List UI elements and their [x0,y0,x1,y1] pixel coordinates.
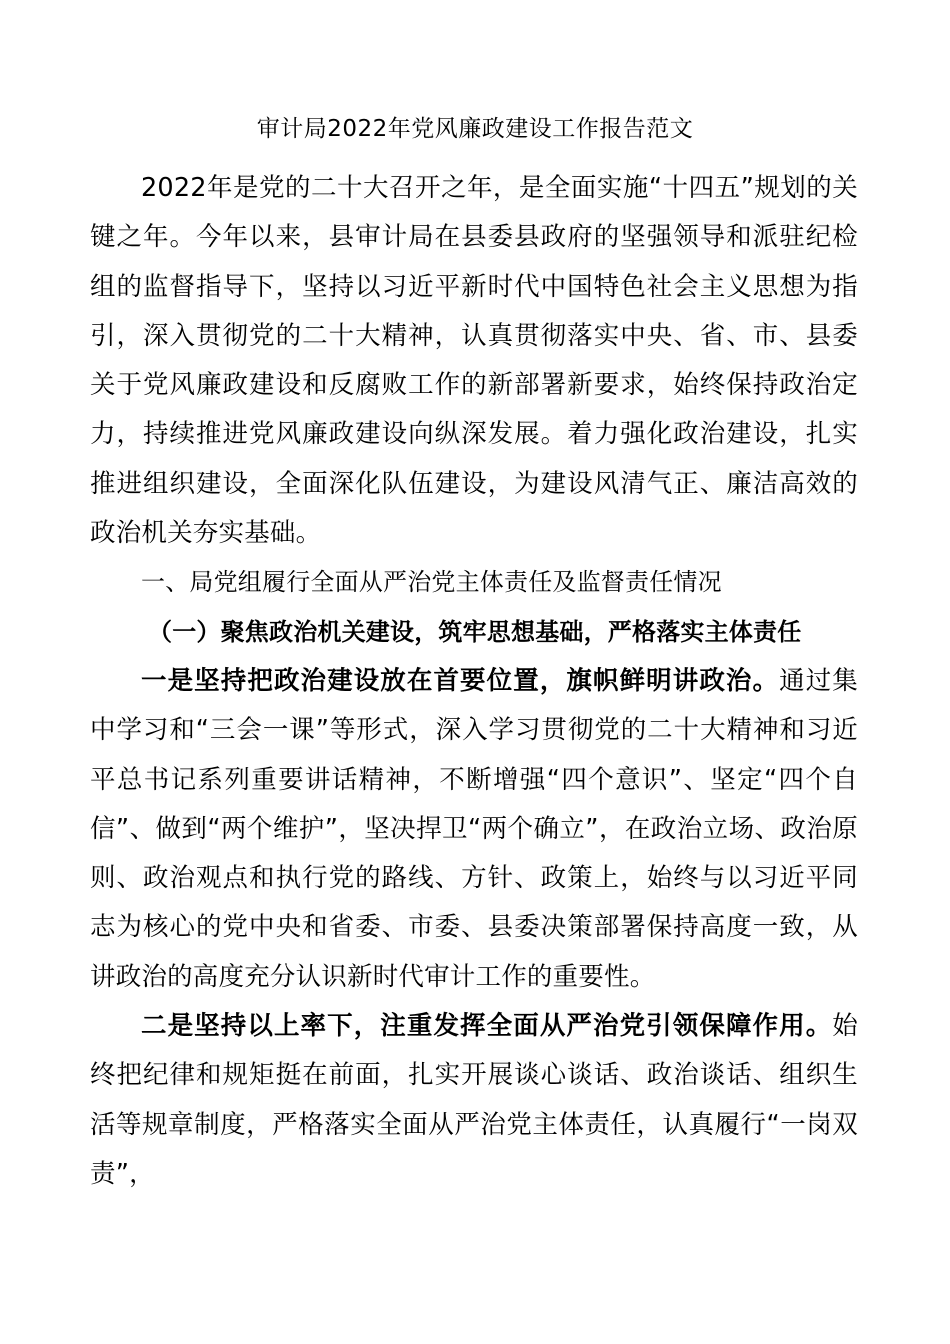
subsection-heading: （一）聚焦政治机关建设，筑牢思想基础，严格落实主体责任 [148,617,802,646]
document-title: 审计局2022年党风廉政建设工作报告范文 [256,116,694,142]
intro-paragraph: 2022年是党的二十大召开之年，是全面实施“十四五”规划的关键之年。今年以来，县审计局在县委县政府的坚强领导和派驻纪检组的监督指导下，坚持以习近平新时代中国特色社会主义思想为指引，深入贯彻党的二十大精神，认真贯彻落实中央、省、市、县委关于党风廉政建设和反腐败工作的新部署新要求，始终保持政治定力，持续推进党风廉政建设向纵深发展。着力强化政治建设，扎实推进组织建设，全面深化队伍建设，为建设风清气正、廉洁高效的政治机关夯实基础。 [90,173,858,549]
point-1-lead: 一是坚持把政治建设放在首要位置，旗帜鲜明讲政治。 [141,665,780,696]
document-body [90,164,858,1199]
section-heading: 一、局党组履行全面从严治党主体责任及监督责任情况 [141,568,722,597]
point-paragraph-1 [90,657,858,1002]
point-1-text: 通过集中学习和“三会一课”等形式，深入学习贯彻党的二十大精神和习近平总书记系列重要讲话精神，不断增强“四个意识”、坚定“四个自信”、做到“两个维护”，坚决捍卫“两个确立”，在政治立场、政治原则、政治观点和执行党的路线、方针、政策上，始终与以习近平同志为核心的党中央和省委、市委、县委决策部署保持高度一致，从讲政治的高度充分认识新时代审计工作的重要性。 [90,665,858,992]
point-2-text: 始终把纪律和规矩挺在前面，扎实开展谈心谈话、政治谈话、组织生活等规章制度，严格落实全面从严治党主体责任，认真履行“一岗双责”， [90,1011,858,1189]
point-paragraph-2 [90,1002,858,1199]
point-2-lead: 二是坚持以上率下，注重发挥全面从严治党引领保障作用。 [141,1011,833,1042]
